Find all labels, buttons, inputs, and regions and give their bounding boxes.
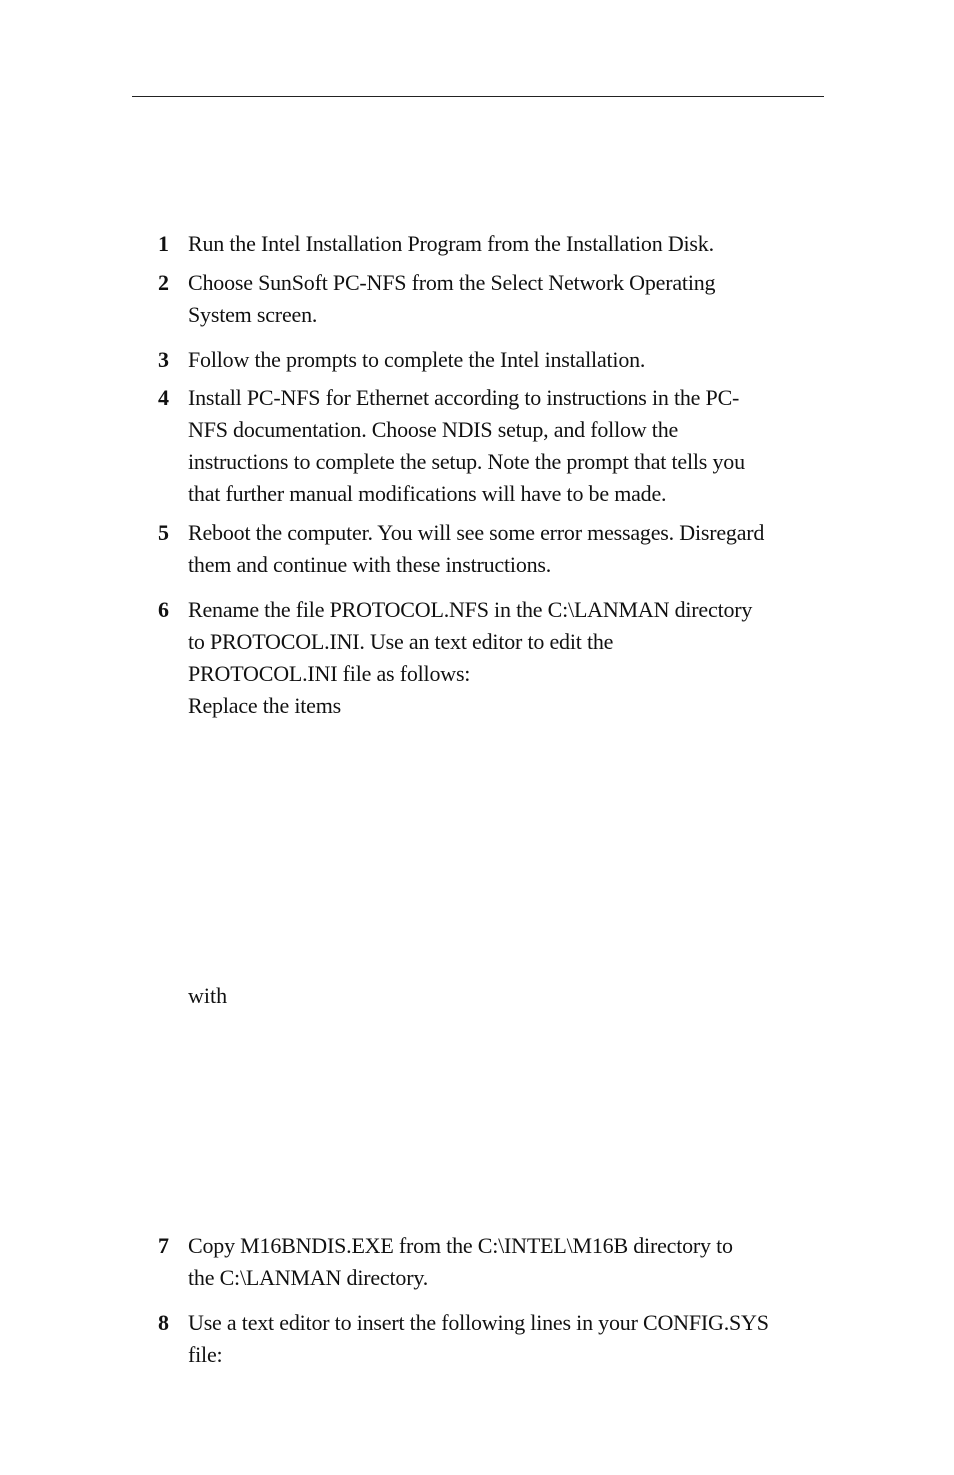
step-text-line: to PROTOCOL.INI. Use an text editor to edit the xyxy=(188,629,614,654)
step-number: 3 xyxy=(158,347,169,372)
step-text-line: file: xyxy=(188,1342,223,1367)
step-text-line: Replace the items xyxy=(188,693,341,718)
step-text-line: Reboot the computer. You will see some error messages. Disregard xyxy=(188,520,765,545)
step-text-line: that further manual modifications will have to be made. xyxy=(188,481,667,506)
step-text-line: the C:\LANMAN directory. xyxy=(188,1265,429,1290)
step-number: 1 xyxy=(158,231,169,256)
step-text xyxy=(188,267,828,331)
step-text xyxy=(188,344,828,376)
step-text-line: Use a text editor to insert the following lines in your CONFIG.SYS xyxy=(188,1310,769,1335)
step-text xyxy=(188,1307,828,1371)
step-text-line: instructions to complete the setup. Note the prompt that tells you xyxy=(188,449,745,474)
step-text-line: Choose SunSoft PC-NFS from the Select Network Operating xyxy=(188,270,716,295)
step-text xyxy=(188,228,828,260)
step-text-line: NFS documentation. Choose NDIS setup, and follow the xyxy=(188,417,679,442)
step-text-line: PROTOCOL.INI file as follows: xyxy=(188,661,471,686)
step-number: 5 xyxy=(158,520,169,545)
step-text-line: Follow the prompts to complete the Intel installation. xyxy=(188,347,646,372)
step-text xyxy=(188,594,828,722)
step-text xyxy=(188,382,828,510)
step-text-line: Copy M16BNDIS.EXE from the C:\INTEL\M16B directory to xyxy=(188,1233,733,1258)
step-text-line: Rename the file PROTOCOL.NFS in the C:\LANMAN directory xyxy=(188,597,753,622)
step-text-line: System screen. xyxy=(188,302,318,327)
with-label: with xyxy=(188,983,228,1008)
header-rule xyxy=(132,96,824,97)
step-text xyxy=(188,517,828,581)
step-text-line: Run the Intel Installation Program from the Installation Disk. xyxy=(188,231,714,256)
step-text-line: them and continue with these instructions. xyxy=(188,552,552,577)
step-number: 4 xyxy=(158,385,169,410)
step-number: 2 xyxy=(158,270,169,295)
step-text xyxy=(188,1230,828,1294)
step-text-line: Install PC-NFS for Ethernet according to instructions in the PC- xyxy=(188,385,740,410)
step-number: 7 xyxy=(158,1233,169,1258)
step-number: 8 xyxy=(158,1310,169,1335)
step-number: 6 xyxy=(158,597,169,622)
